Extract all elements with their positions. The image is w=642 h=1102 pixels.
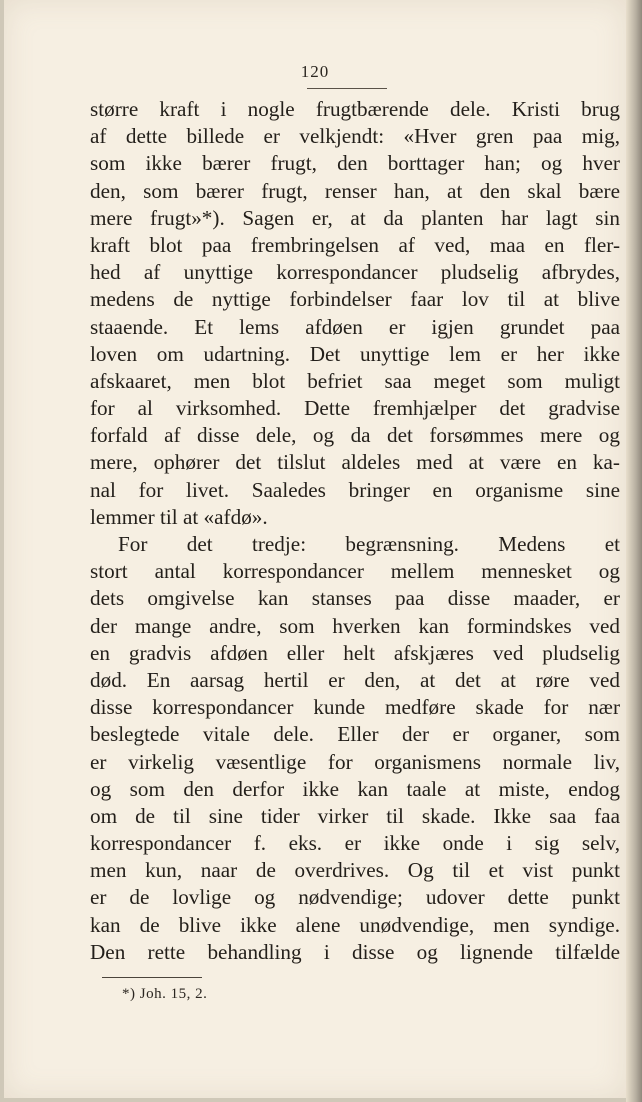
text-line: staaende. Et lems afdøen er igjen grundet paa xyxy=(90,314,620,339)
text-line: den, som bærer frugt, renser han, at den skal bære xyxy=(90,178,620,203)
text-line: nal for livet. Saaledes bringer en organisme sine xyxy=(90,477,620,502)
text-line: loven om udartning. Det unyttige lem er her ikke xyxy=(90,341,620,366)
body-text xyxy=(90,96,620,966)
text-line: lemmer til at «afdø». xyxy=(90,504,268,529)
page-number: 120 xyxy=(300,62,330,81)
text-line: der mange andre, som hverken kan formindskes ved xyxy=(90,613,620,638)
text-line: for al virksomhed. Dette fremhjælper det gradvise xyxy=(90,396,620,421)
text-line: kraft blot paa frembringelsen af ved, maa en fler- xyxy=(90,232,620,257)
text-line: afskaaret, men blot befriet saa meget som muligt xyxy=(90,368,620,393)
text-line: dets omgivelse kan stanses paa disse maader, er xyxy=(90,586,620,611)
text-line: af dette billede er velkjendt: «Hver gren paa mig, xyxy=(90,124,620,149)
text-line: større kraft i nogle frugtbærende dele. Kristi brug xyxy=(90,97,620,121)
text-line: som ikke bærer frugt, den borttager han; og hver xyxy=(90,151,620,176)
text-line: korrespondancer f. eks. er ikke onde i sig selv, xyxy=(90,831,620,856)
footnote: *) Joh. 15, 2. xyxy=(122,986,208,1002)
text-line: beslegtede vitale dele. Eller der er organer, som xyxy=(90,722,620,747)
text-line: stort antal korrespondancer mellem mennesket og xyxy=(90,559,620,584)
text-line: Den rette behandling i disse og lignende tilfælde xyxy=(90,939,620,964)
text-line: disse korrespondancer kunde medføre skade for nær xyxy=(90,695,620,720)
text-line: kan de blive ikke alene unødvendige, men syndige. xyxy=(90,912,620,937)
header-rule xyxy=(307,88,387,89)
text-line: medens de nyttige forbindelser faar lov til at blive xyxy=(90,287,620,312)
text-line: er de lovlige og nødvendige; udover dette punkt xyxy=(90,885,620,910)
text-line: er virkelig væsentlige for organismens normale liv, xyxy=(90,749,620,774)
footnote-rule xyxy=(102,977,202,978)
text-line: hed af unyttige korrespondancer pludselig afbrydes, xyxy=(90,260,620,285)
book-page xyxy=(4,0,626,1098)
text-line: For det tredje: begrænsning. Medens et xyxy=(118,532,620,556)
text-line: død. En aarsag hertil er den, at det at røre ved xyxy=(90,667,620,692)
text-line: mere, ophører det tilslut aldeles med at være en ka- xyxy=(90,450,620,475)
text-line: men kun, naar de overdrives. Og til et vist punkt xyxy=(90,858,620,883)
text-line: om de til sine tider virker til skade. Ikke saa faa xyxy=(90,803,620,828)
text-line: og som den derfor ikke kan taale at miste, endog xyxy=(90,776,620,801)
page-edge xyxy=(626,0,642,1102)
text-line: forfald af disse dele, og da det forsømmes mere og xyxy=(90,423,620,448)
text-line: mere frugt»*). Sagen er, at da planten har lagt sin xyxy=(90,205,620,230)
text-line: en gradvis afdøen eller helt afskjæres ved pludselig xyxy=(90,640,620,665)
